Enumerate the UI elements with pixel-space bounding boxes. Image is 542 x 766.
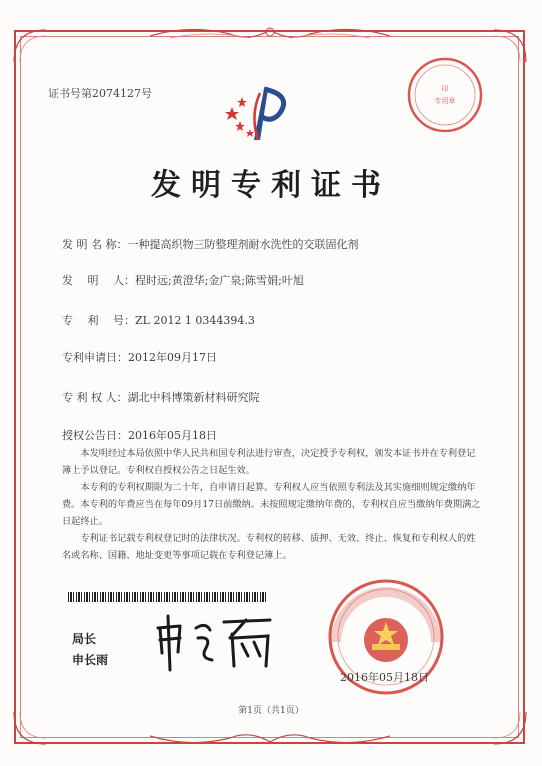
- application-date-row: [62, 349, 217, 365]
- signature-title: 局长: [72, 632, 97, 646]
- signature-name: 申长雨: [72, 653, 109, 667]
- patentee-label: 专 利 权 人：: [62, 391, 128, 404]
- body-paragraph: 专利证书记载专利权登记时的法律状况。专利权的转移、质押、无效、终止、恢复和专利权人的姓名或名称、国籍、地址变更等事项记载在专利登记簿上。: [62, 533, 476, 561]
- corner-ornament-top-left: [10, 26, 50, 66]
- invention-name-value: 一种提高织物三防整理剂耐水洗性的交联固化剂: [127, 238, 359, 251]
- body-paragraph: 本专利的专利权期限为二十年，自申请日起算。专利权人应当依照专利法及其实施细则规定缴纳年费。本专利的年费应当在每年09月17日前缴纳。未按照规定缴纳年费的，专利权自应当缴纳年费期满之日起终止。: [62, 482, 481, 527]
- bottom-ornament: [150, 724, 390, 750]
- issue-date: 2016年05月18日: [340, 671, 429, 684]
- svg-text:专用章: 专用章: [434, 97, 456, 105]
- inventors-label: 发 明 人：: [62, 274, 135, 287]
- grant-date-label: 授权公告日：: [62, 429, 128, 442]
- application-date-label: 专利申请日：: [62, 351, 128, 364]
- page-number: 第1页（共1页）: [238, 706, 304, 716]
- certificate-title: 发明专利证书: [151, 168, 391, 203]
- svg-text:印: 印: [441, 85, 449, 93]
- inventors-value: 程时远;黄澄华;金广泉;陈雪娟;叶旭: [135, 274, 304, 287]
- invention-name-label: 发 明 名 称：: [62, 238, 128, 251]
- patent-number-row: [62, 312, 255, 328]
- body-paragraph: 本发明经过本局依照中华人民共和国专利法进行审查，决定授予专利权，颁发本证书并在专利登记簿上予以登记。专利权自授权公告之日起生效。: [62, 448, 476, 476]
- patentee-row: [62, 389, 260, 405]
- inventors-row: [62, 272, 304, 288]
- corner-ornament-top-right: [490, 26, 530, 66]
- invention-name-row: [62, 236, 359, 252]
- top-ornament: [150, 22, 390, 48]
- grant-date-row: [62, 427, 217, 443]
- patent-number-label: 专 利 号：: [62, 314, 135, 327]
- certificate-body: [62, 445, 482, 564]
- patent-office-logo: [220, 85, 300, 145]
- certificate-number: 证书号第2074127号: [48, 87, 152, 100]
- barcode: [68, 592, 268, 602]
- patent-office-small-seal: [405, 55, 485, 135]
- grant-date-value: 2016年05月18日: [128, 429, 217, 442]
- handwritten-signature: [150, 608, 280, 678]
- patent-number-value: ZL 2012 1 0344394.3: [135, 314, 255, 327]
- application-date-value: 2012年09月17日: [128, 351, 217, 364]
- patentee-value: 湖北中科博策新材料研究院: [127, 391, 260, 404]
